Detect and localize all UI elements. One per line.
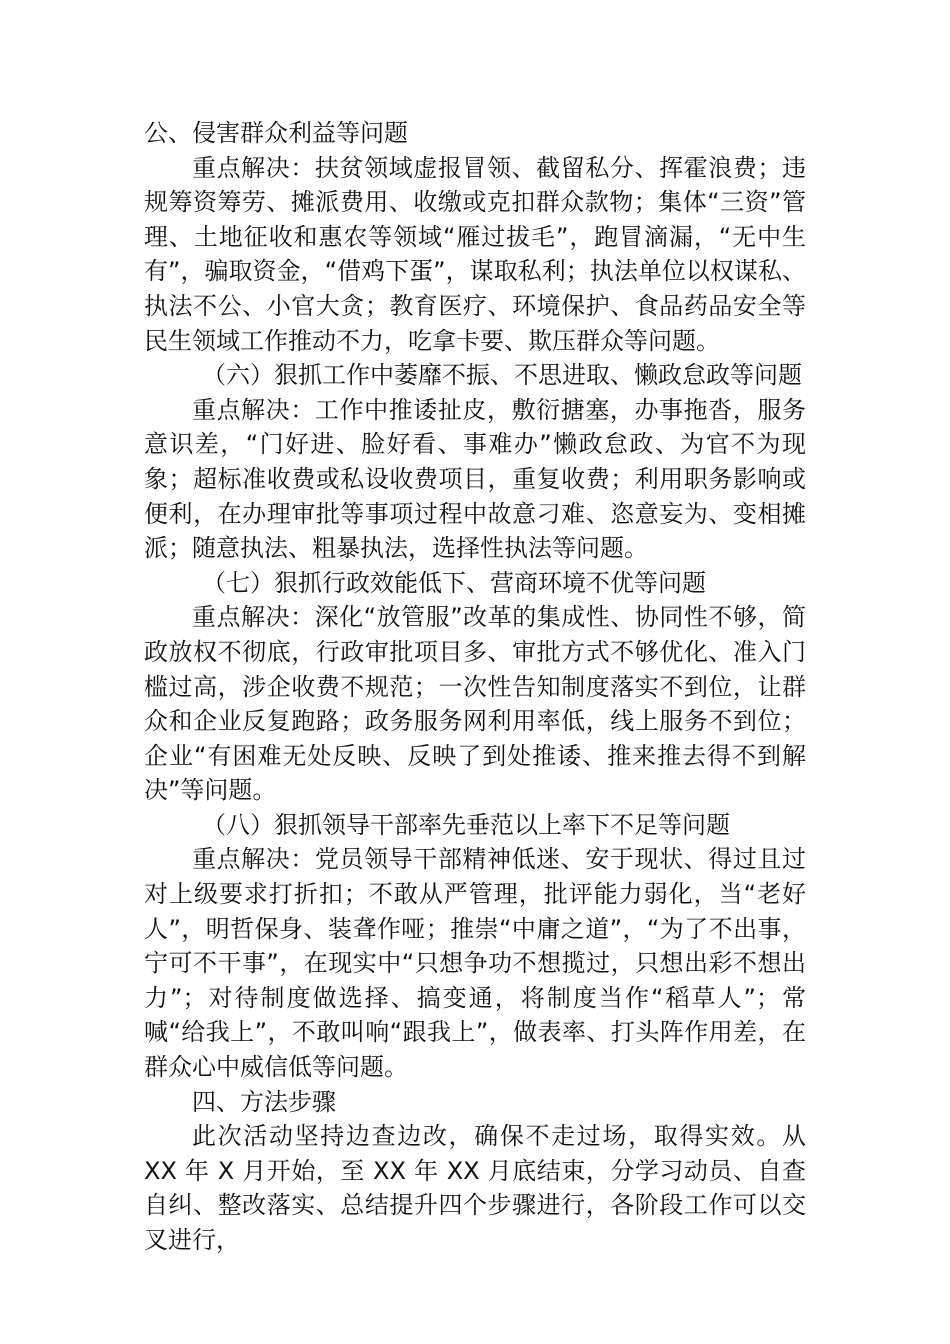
paragraph-key-solutions-8: 重点解决：党员领导干部精神低迷、安于现状、得过且过对上级要求打折扣；不敢从严管理，批评能力弱化，当“老好人”，明哲保身、装聋作哑；推崇“中庸之道”，“为了不出事，宁可不干事”，在现实中“只想争功不想揽过，只想出彩不想出力”；对待制度做选择、搞变通，将制度当作“稻草人”；常喊“给我上”，不敢叫响“跟我上”，做表率、打头阵作用差，在群众心中威信低等问题。 bbox=[144, 845, 806, 1082]
chapter-heading-methods: 四、方法步骤 bbox=[192, 1087, 336, 1116]
section-heading-7: （七）狠抓行政效能低下、营商环境不优等问题 bbox=[202, 568, 706, 597]
paragraph-methods-intro: 此次活动坚持边查边改，确保不走过场，取得实效。从 XX 年 X 月开始，至 XX 年 XX 月底结束，分学习动员、自查自纠、整改落实、总结提升四个步骤进行，各阶段工作可以交叉进行， bbox=[144, 1122, 806, 1254]
section-heading-8: （八）狠抓领导干部率先垂范以上率下不足等问题 bbox=[202, 810, 730, 839]
paragraph-key-solutions-6: 重点解决：工作中推诿扯皮，敷衍搪塞，办事拖沓，服务意识差，“门好进、脸好看、事难办”懒政怠政、为官不为现象；超标准收费或私设收费项目，重复收费；利用职务影响或便利，在办理审批等事项过程中故意刁难、恣意妄为、变相摊派；随意执法、粗暴执法，选择性执法等问题。 bbox=[144, 395, 806, 563]
paragraph-key-solutions-7: 重点解决：深化“放管服”改革的集成性、协同性不够，简政放权不彻底，行政审批项目多、审批方式不够优化、准入门槛过高，涉企收费不规范；一次性告知制度落实不到位，让群众和企业反复跑路；政务服务网利用率低，线上服务不到位；企业“有困难无处反映、反映了到处推诿、推来推去得不到解决”等问题。 bbox=[144, 603, 806, 805]
paragraph-key-solutions-5: 重点解决：扶贫领域虚报冒领、截留私分、挥霍浪费；违规筹资筹劳、摊派费用、收缴或克扣群众款物；集体“三资”管理、土地征收和惠农等领域“雁过拔毛”，跑冒滴漏，“无中生有”，骗取资金，“借鸡下蛋”，谋取私利；执法单位以权谋私、执法不公、小官大贪；教育医疗、环境保护、食品药品安全等民生领域工作推动不力，吃拿卡要、欺压群众等问题。 bbox=[144, 153, 806, 355]
paragraph-continuation: 公、侵害群众利益等问题 bbox=[144, 119, 408, 147]
section-heading-6: （六）狠抓工作中萎靡不振、不思进取、懒政怠政等问题 bbox=[202, 361, 802, 390]
document-body bbox=[144, 116, 806, 1258]
